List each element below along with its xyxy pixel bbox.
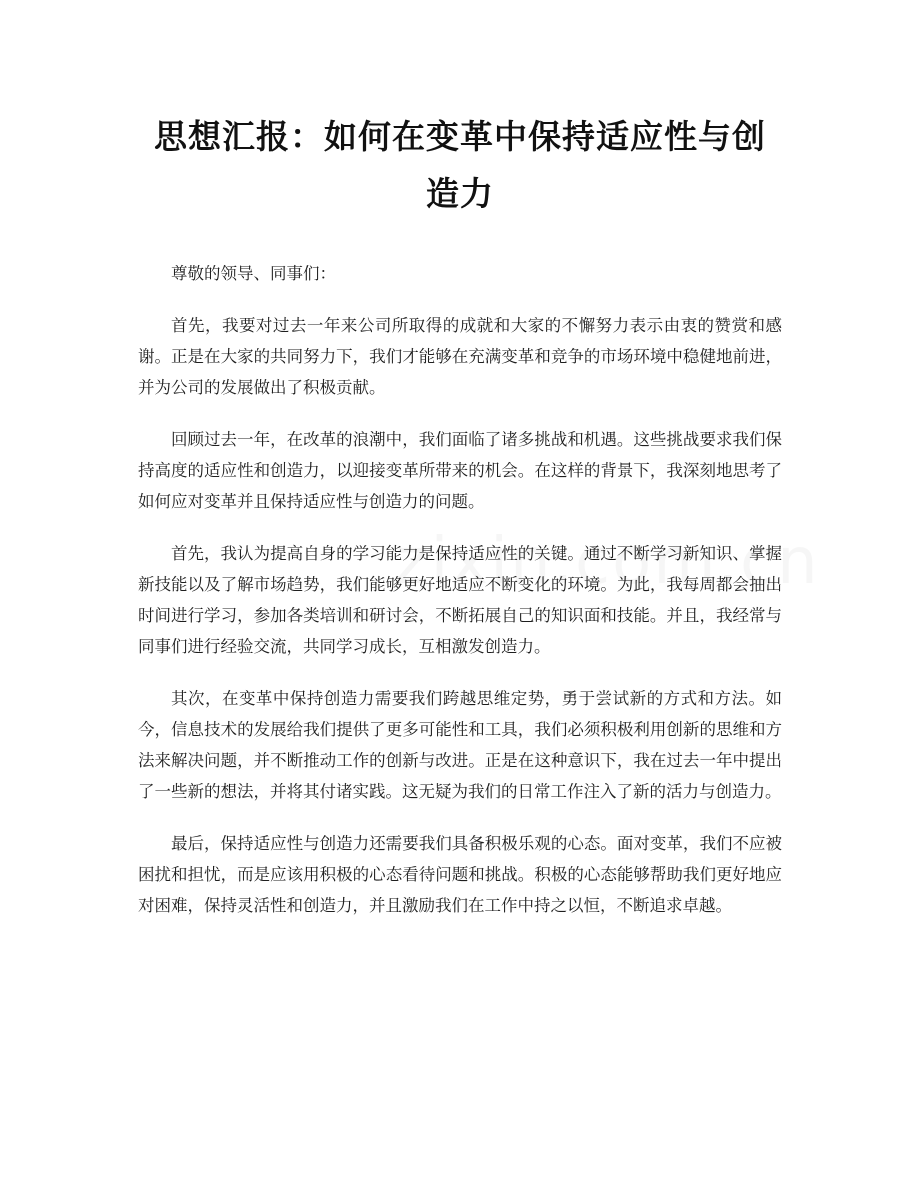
- salutation: 尊敬的领导、同事们：: [171, 264, 336, 283]
- document-title: 思想汇报：如何在变革中保持适应性与创造力: [154, 117, 766, 213]
- paragraph-creativity: 其次，在变革中保持创造力需要我们跨越思维定势，勇于尝试新的方式和方法。如今，信息技术的发展给我们提供了更多可能性和工具，我们必须积极利用创新的思维和方法来解决问题，并不断推动工作的创新与改进。正是在这种意识下，我在过去一年中提出了一些新的想法，并将其付诸实践。这无疑为我们的日常工作注入了新的活力与创造力。: [138, 689, 782, 801]
- paragraph-mindset: 最后，保持适应性与创造力还需要我们具备积极乐观的心态。面对变革，我们不应被困扰和担忧，而是应该用积极的心态看待问题和挑战。积极的心态能够帮助我们更好地应对困难，保持灵活性和创造力，并且激励我们在工作中持之以恒，不断追求卓越。: [138, 834, 782, 915]
- paragraph-review: 回顾过去一年，在改革的浪潮中，我们面临了诸多挑战和机遇。这些挑战要求我们保持高度的适应性和创造力，以迎接变革所带来的机会。在这样的背景下，我深刻地思考了如何应对变革并且保持适应性与创造力的问题。: [138, 430, 782, 511]
- paragraph-learning: 首先，我认为提高自身的学习能力是保持适应性的关键。通过不断学习新知识、掌握新技能以及了解市场趋势，我们能够更好地适应不断变化的环境。为此，我每周都会抽出时间进行学习，参加各类培训和研讨会，不断拓展自己的知识面和技能。并且，我经常与同事们进行经验交流，共同学习成长，互相激发创造力。: [138, 544, 782, 656]
- paragraph-gratitude: 首先，我要对过去一年来公司所取得的成就和大家的不懈努力表示由衷的赞赏和感谢。正是在大家的共同努力下，我们才能够在充满变革和竞争的市场环境中稳健地前进，并为公司的发展做出了积极贡献。: [138, 316, 782, 397]
